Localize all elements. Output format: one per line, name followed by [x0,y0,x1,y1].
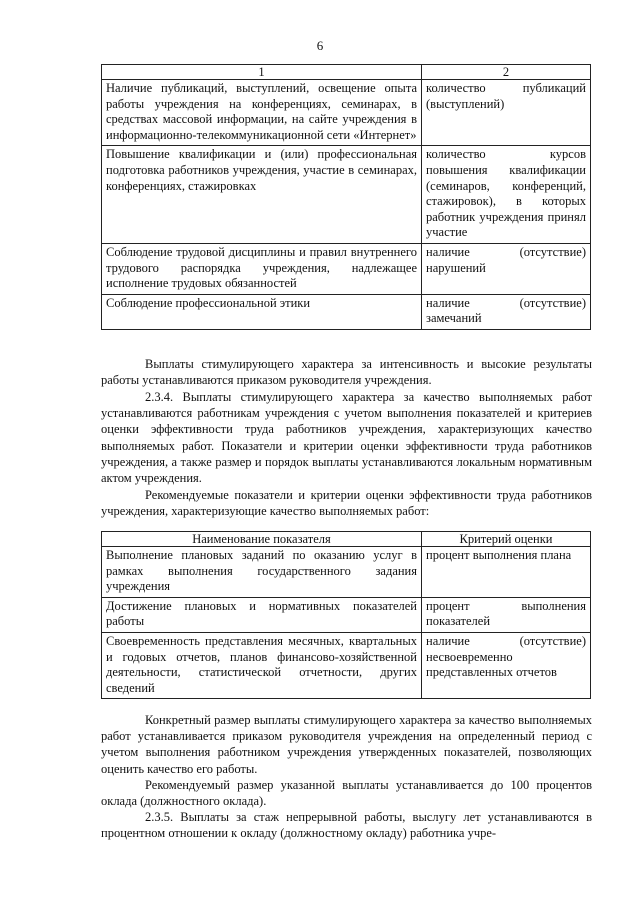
column-header: Наименование показателя [102,532,422,547]
table-row [102,80,591,146]
criterion-cell: наличие (отсутствие) несвоевременно представленных отчетов [422,632,591,698]
table-header-row [102,532,591,547]
table-row [102,294,591,329]
table-row [102,146,591,244]
indicators-table-continued [101,64,591,330]
column-header: Критерий оценки [422,532,591,547]
indicator-cell: Наличие публикаций, выступлений, освещение опыта работы учреждения на конференциях, семинарах, в средствах массовой информации, на сайте учреждения в информационно-телекоммуникационной сети «Интернет» [102,80,422,146]
criterion-cell: наличие (отсутствие) замечаний [422,294,591,329]
table-header-row [102,65,591,80]
indicator-cell: Соблюдение трудовой дисциплины и правил внутреннего трудового распорядка учреждения, надлежащее исполнение трудовых обязанностей [102,243,422,294]
criterion-cell: количество публикаций (выступлений) [422,80,591,146]
quality-indicators-table [101,531,591,699]
criterion-cell: количество курсов повышения квалификации (семинаров, конференций, стажировок), в которых работник учреждения принял участие [422,146,591,244]
paragraph: 2.3.4. Выплаты стимулирующего характера за качество выполняемых работ устанавливаются работникам учреждения с учетом выполнения показателей и критериев оценки эффективности труда работников учреждения, характеризующих качество выполняемых работ. Показатели и критерии оценки эффективности труда работников учреждения, а также размер и порядок выплаты устанавливаются локальным нормативным актом учреждения. [101,390,592,486]
page-number: 6 [316,38,324,53]
criterion-cell: процент выполнения плана [422,547,591,598]
column-header: 2 [422,65,591,80]
paragraph: Рекомендуемый размер указанной выплаты устанавливается до 100 процентов оклада (должностного оклада). [101,778,592,809]
indicator-cell: Повышение квалификации и (или) профессиональная подготовка работников учреждения, участие в семинарах, конференциях, стажировках [102,146,422,244]
paragraph: Выплаты стимулирующего характера за интенсивность и высокие результаты работы устанавливаются приказом руководителя учреждения. [101,357,592,388]
indicator-cell: Своевременность представления месячных, квартальных и годовых отчетов, планов финансово-хозяйственной деятельности, статистической отчетности, других сведений [102,632,422,698]
table-row [102,547,591,598]
criterion-cell: наличие (отсутствие) нарушений [422,243,591,294]
indicator-cell: Выполнение плановых заданий по оказанию услуг в рамках выполнения государственного задания учреждения [102,547,422,598]
paragraph: 2.3.5. Выплаты за стаж непрерывной работы, выслугу лет устанавливаются в процентном отношении к окладу (должностному окладу) работника учре- [101,810,592,841]
indicator-cell: Достижение плановых и нормативных показателей работы [102,597,422,632]
indicator-cell: Соблюдение профессиональной этики [102,294,422,329]
column-header: 1 [102,65,422,80]
criterion-cell: процент выполнения показателей [422,597,591,632]
paragraph: Рекомендуемые показатели и критерии оценки эффективности труда работников учреждения, характеризующие качество выполняемых работ: [101,488,592,519]
table-row [102,632,591,698]
paragraph: Конкретный размер выплаты стимулирующего характера за качество выполняемых работ устанавливается приказом руководителя учреждения на определенный период с учетом выполнения работником учреждения утвержденных показателей, позволяющих оценить качество его работы. [101,713,592,776]
table-row [102,597,591,632]
table-row [102,243,591,294]
